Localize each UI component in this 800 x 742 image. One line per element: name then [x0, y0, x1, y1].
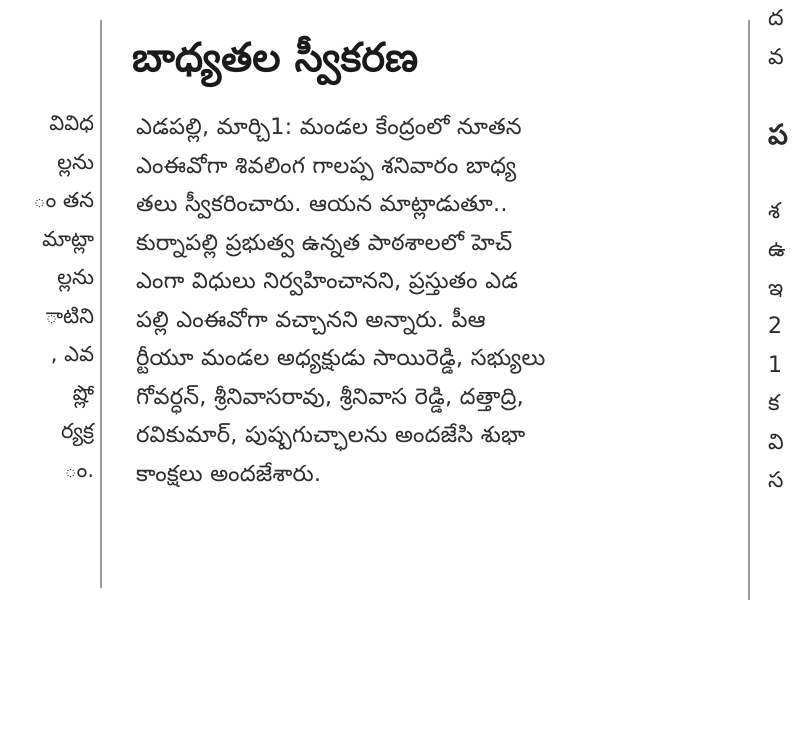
left-column-line: ం తన — [33, 188, 94, 212]
news-article — [118, 22, 698, 493]
right-column-line — [768, 154, 800, 193]
right-column-line: క — [768, 391, 780, 416]
left-column-line: ం. — [64, 457, 94, 482]
right-column-line: వి — [768, 429, 784, 455]
left-column-line: మాట్లా — [42, 226, 94, 251]
left-column-line: ల్లను — [57, 149, 94, 174]
article-line: కాంక్షలు అందజేశారు. — [136, 460, 322, 487]
left-column-line: ాటిని — [45, 303, 94, 328]
right-column-line: స — [768, 468, 784, 493]
article-body — [136, 108, 698, 493]
right-column-line: ద — [768, 6, 784, 31]
article-line: ఎడపల్లి, మార్చి1: మండల కేంద్రంలో నూతన — [136, 114, 522, 140]
article-line: ర్టీయూ మండల అధ్యక్షుడు సాయిరెడ్డి, సభ్యులు — [136, 345, 546, 371]
left-column-line: ష్లో — [72, 380, 94, 405]
right-column-line: వ — [768, 44, 784, 70]
right-column-line: 2 — [768, 314, 782, 339]
article-line: రవికుమార్, పుష్పగుచ్ఛాలను అందజేసి శుభా — [136, 422, 526, 448]
column-divider-left — [100, 20, 102, 588]
article-line: గోవర్ధన్, శ్రీనివాసరావు, శ్రీనివాస రెడ్డి, దత్తాద్రి, — [136, 383, 524, 410]
right-column-heading: ప — [768, 117, 788, 151]
left-column-line: ర్యక్ర — [60, 419, 94, 443]
left-column-line: వివిధ — [49, 111, 94, 135]
article-headline: బాధ్యతల స్వీకరణ — [132, 35, 419, 81]
right-column-line — [768, 77, 800, 116]
article-line: తలు స్వీకరించారు. ఆయన మాట్లాడుతూ.. — [136, 191, 508, 217]
article-line: పల్లి ఎంఈవోగా వచ్చానని అన్నారు. పీఆ — [136, 306, 486, 333]
right-column-line: శ — [768, 198, 781, 224]
right-column-line: ఉ — [768, 237, 786, 262]
right-column-line: ఇ — [768, 275, 784, 301]
article-line: కుర్నాపల్లి ప్రభుత్వ ఉన్నత పాఠశాలలో హెచ్ — [136, 229, 513, 256]
column-divider-right — [748, 20, 750, 600]
left-adjacent-column — [0, 104, 96, 489]
right-adjacent-column — [768, 0, 800, 501]
article-line: ఎంగా విధులు నిర్వహించానని, ప్రస్తుతం ఎడ — [136, 268, 519, 294]
left-column-line: ల్లను — [57, 265, 94, 289]
right-column-line: 1 — [768, 352, 782, 378]
article-line: ఎంఈవోగా శివలింగ గాలప్ప శనివారం బాధ్య — [136, 152, 517, 179]
left-column-line: , ఎవ — [50, 342, 94, 366]
